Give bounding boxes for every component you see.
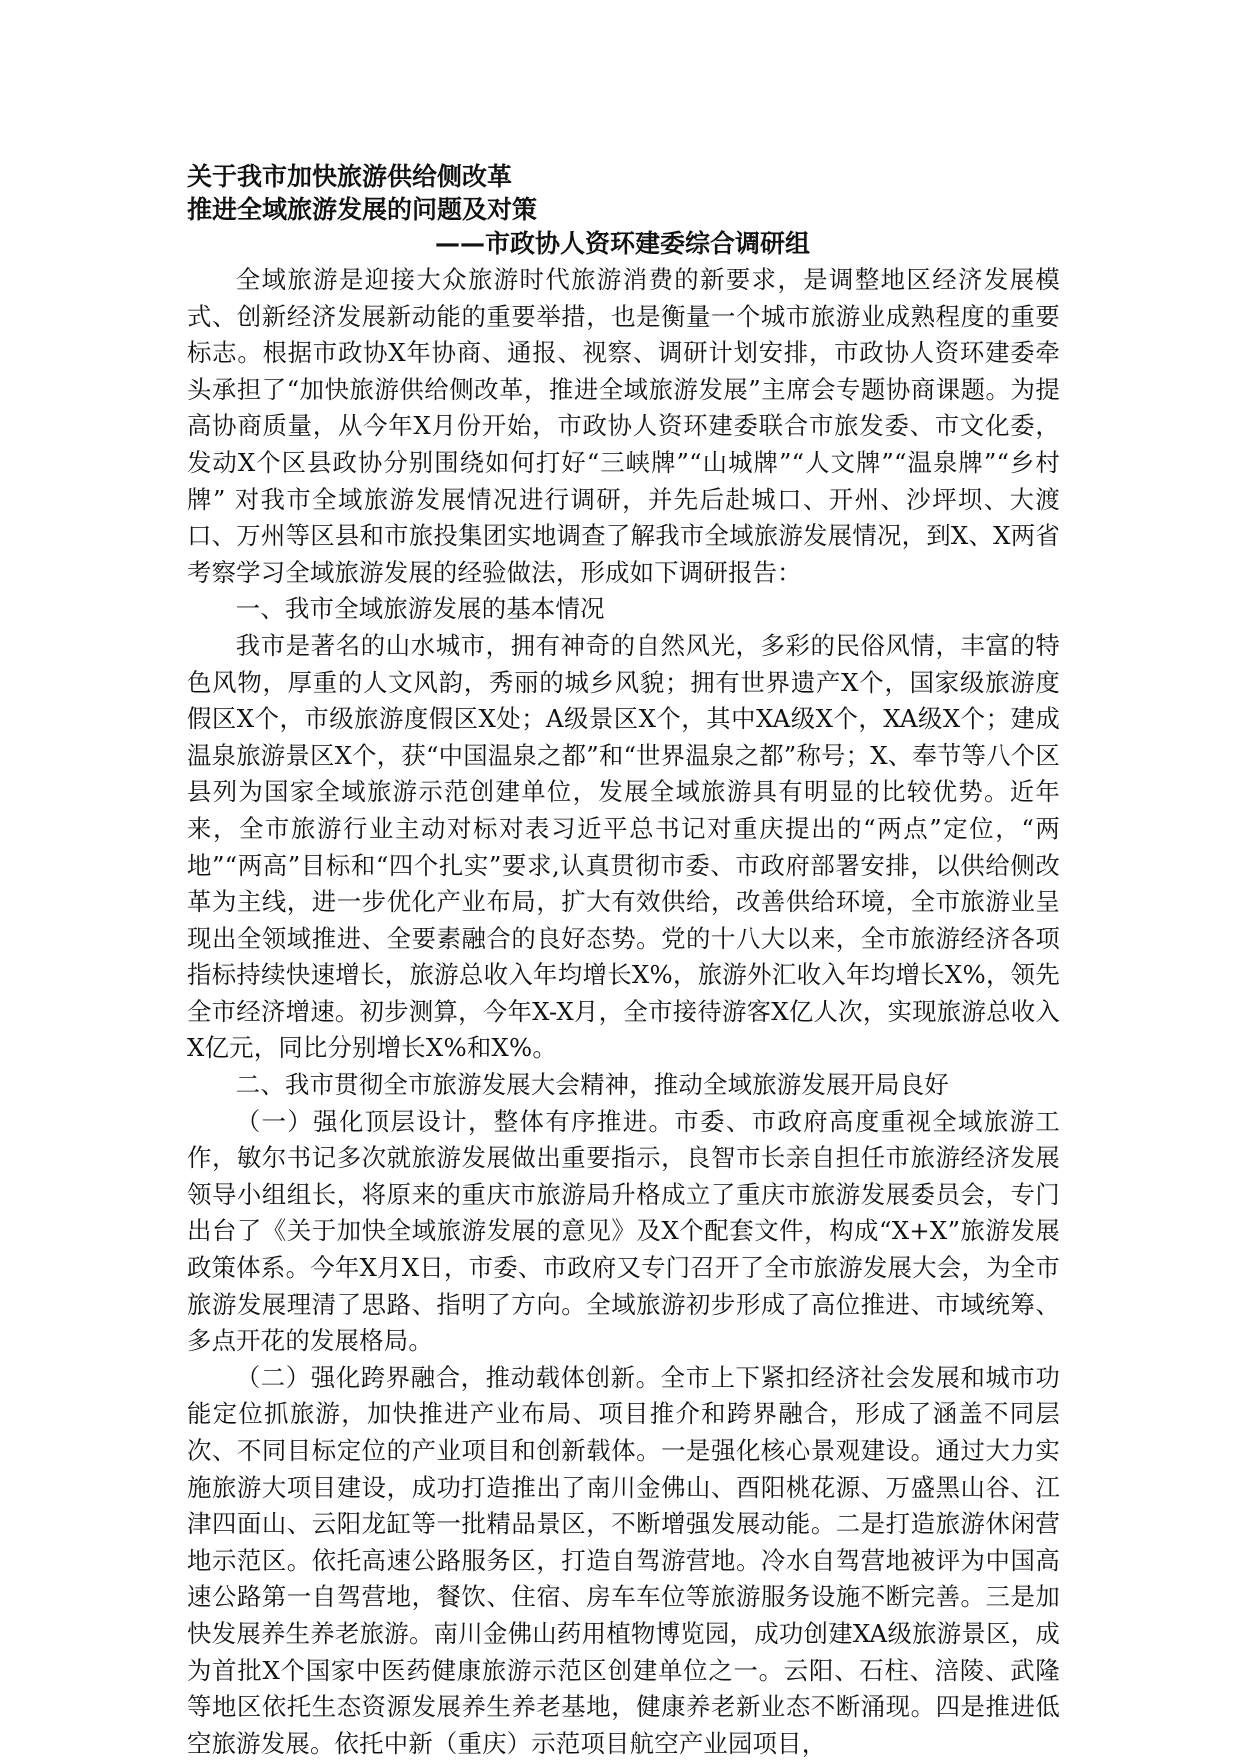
document-subtitle: ——市政协人资环建委综合调研组: [435, 229, 811, 258]
paragraph-intro: 全域旅游是迎接大众旅游时代旅游消费的新要求，是调整地区经济发展模式、创新经济发展新动能的重要举措，也是衡量一个城市旅游业成熟程度的重要标志。根据市政协X年协商、通报、视察、调研计划安排，市政协人资环建委牵头承担了“加快旅游供给侧改革，推进全域旅游发展”主席会专题协商课题。为提高协商质量，从今年X月份开始，市政协人资环建委联合市旅发委、市文化委，发动X个区县政协分别围绕如何打好“三峡牌”“山城牌”“人文牌”“温泉牌”“乡村牌” 对我市全域旅游发展情况进行调研，并先后赴城口、开州、沙坪坝、大渡口、万州等区县和市旅投集团实地调查了解我市全域旅游发展情况，到X、X两省考察学习全域旅游发展的经验做法，形成如下调研报告：: [187, 265, 1060, 587]
section-heading-2: 二、我市贯彻全市旅游发展大会精神，推动全域旅游发展开局良好: [235, 1070, 949, 1100]
paragraph-top-level-design: （一）强化顶层设计，整体有序推进。市委、市政府高度重视全域旅游工作，敏尔书记多次就旅游发展做出重要指示，良智市长亲自担任市旅游经济发展领导小组组长，将原来的重庆市旅游局升格成立了重庆市旅游发展委员会，专门出台了《关于加快全域旅游发展的意见》及X个配套文件，构成“X+X”旅游发展政策体系。今年X月X日，市委、市政府又专门召开了全市旅游发展大会，为全市旅游发展理清了思路、指明了方向。全域旅游初步形成了高位推进、市域统筹、多点开花的发展格局。: [187, 1106, 1060, 1356]
paragraph-basic-situation: 我市是著名的山水城市，拥有神奇的自然风光，多彩的民俗风情，丰富的特色风物，厚重的人文风韵，秀丽的城乡风貌；拥有世界遗产X个，国家级旅游度假区X个，市级旅游度假区X处；A级景区X个，其中XA级X个，XA级X个；建成温泉旅游景区X个，获“中国温泉之都”和“世界温泉之都”称号；X、奉节等八个区县列为国家全域旅游示范创建单位，发展全域旅游具有明显的比较优势。近年来，全市旅游行业主动对标对表习近平总书记对重庆提出的“两点”定位，“两地”“两高”目标和“四个扎实”要求,认真贯彻市委、市政府部署安排，以供给侧改革为主线，进一步优化产业布局，扩大有效供给，改善供给环境，全市旅游业呈现出全领域推进、全要素融合的良好态势。党的十八大以来，全市旅游经济各项指标持续快速增长，旅游总收入年均增长X%，旅游外汇收入年均增长X%，领先全市经济增速。初步测算，今年X-X月，全市接待游客X亿人次，实现旅游总收入X亿元，同比分别增长X%和X%。: [187, 630, 1060, 1063]
document-title-line-1: 关于我市加快旅游供给侧改革: [187, 162, 513, 191]
paragraph-cross-border-integration: （二）强化跨界融合，推动载体创新。全市上下紧扣经济社会发展和城市功能定位抓旅游，加快推进产业布局、项目推介和跨界融合，形成了涵盖不同层次、不同目标定位的产业项目和创新载体。一是强化核心景观建设。通过大力实施旅游大项目建设，成功打造推出了南川金佛山、酉阳桃花源、万盛黑山谷、江津四面山、云阳龙缸等一批精品景区，不断增强发展动能。二是打造旅游休闲营地示范区。依托高速公路服务区，打造自驾游营地。冷水自驾营地被评为中国高速公路第一自驾营地，餐饮、住宿、房车车位等旅游服务设施不断完善。三是加快发展养生养老旅游。南川金佛山药用植物博览园，成功创建XA级旅游景区，成为首批X个国家中医药健康旅游示范区创建单位之一。云阳、石柱、涪陵、武隆等地区依托生态资源发展养生养老基地，健康养老新业态不断涌现。四是推进低空旅游发展。依托中新（重庆）示范项目航空产业园项目，: [187, 1362, 1060, 1758]
document-body: [187, 160, 1060, 1762]
document-title-line-2: 推进全域旅游发展的问题及对策: [187, 195, 538, 224]
section-heading-1: 一、我市全域旅游发展的基本情况: [235, 594, 605, 624]
